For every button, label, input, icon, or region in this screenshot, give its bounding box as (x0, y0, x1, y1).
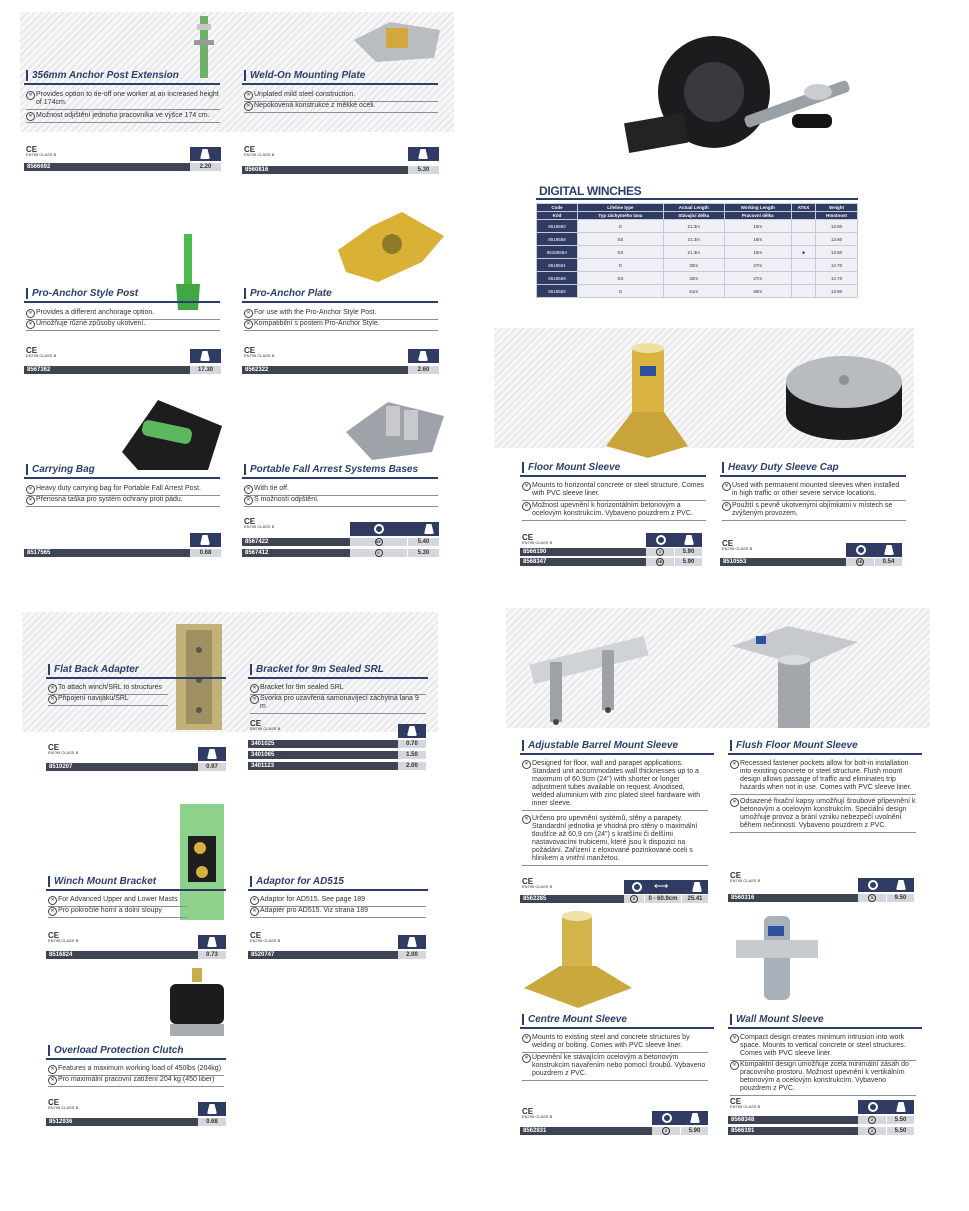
ring-icon (632, 882, 642, 892)
flag-cz-icon: ✕ (244, 102, 253, 111)
bullet-cz: ✕ Možnost odjištění jednoho pracovníka ve výšce 174 cm. (26, 112, 220, 123)
weight-icon (692, 882, 702, 892)
ce-mark: CE EN795 CLASS B (250, 719, 281, 731)
flag-cz-icon: ✕ (730, 1061, 739, 1070)
card-flush-floor-mount-sleeve (728, 612, 928, 908)
title-rule (728, 1027, 922, 1029)
spec-row: 8520747 2.00 (248, 951, 426, 959)
bullet-en: ✕ Compact design creates minimum intrusion into work space. Mounts to vertical concrete or steel structures. Comes with PVC sleeve liner. (730, 1034, 916, 1061)
bullet-cz: ✕ Odsazené fixační kapsy umožňují šroubové připevnění k betonovým a ocelovým konstrukcím. Speciální design umožňuje provoz a brání vzniku nebezpečí uvolnění během nečinnosti. Vybaveno pouzdrem z PVC. (730, 798, 916, 833)
card-title: Wall Mount Sleeve (730, 1014, 824, 1025)
ring-icon (868, 1102, 878, 1112)
title-rule (248, 889, 428, 891)
card-title: Adaptor for AD515 (250, 876, 344, 887)
ce-mark: CE EN795 CLASS B (522, 1107, 553, 1119)
digital-winch-image (622, 22, 862, 168)
bullet-en: ✕ For Advanced Upper and Lower Masts (48, 896, 188, 907)
spec-header (190, 349, 221, 363)
ring-size-badge: 2 (656, 548, 664, 556)
weld-on-plate-image (350, 14, 442, 64)
flag-en-icon: ✕ (26, 309, 35, 318)
weight-icon (896, 1102, 906, 1112)
card-pro-anchor-style-post (24, 232, 224, 382)
ce-mark: CE EN795 CLASS B (522, 877, 553, 889)
card-winch-mount-bracket (46, 800, 232, 964)
bullet-en: ✕ Features a maximum working load of 450lbs (204kg) (48, 1065, 224, 1076)
ce-mark: CE EN795 CLASS B (722, 539, 753, 551)
spec-row: 8510553 6E 0.54 (720, 558, 902, 566)
card-adjustable-barrel-mount-sleeve (520, 612, 720, 908)
flag-cz-icon: ✕ (26, 112, 35, 121)
sleeve-cap-image (782, 342, 906, 452)
weight-icon (207, 1104, 217, 1114)
title-rule (46, 889, 226, 891)
bullet-en: ✕ Unplated mild steel construction. (244, 91, 438, 102)
table-row: 8518559 SS 30m 27m 14.70 (537, 272, 858, 285)
winches-title-rule (536, 198, 858, 200)
flag-en-icon: ✕ (48, 1065, 57, 1074)
spec-header (190, 147, 221, 161)
spec-header (652, 1111, 708, 1125)
table-row: 8518561 G 30m 27m 14.70 (537, 259, 858, 272)
spec-header (408, 147, 439, 161)
bullet-cz: ✕ Svorka pro uzavřená samonavíjecí záchytná lana 9 m (250, 695, 426, 714)
weight-icon (200, 351, 210, 361)
centre-mount-sleeve-image (520, 910, 634, 1010)
winches-header-row (537, 204, 858, 212)
card-carrying-bag (24, 396, 230, 562)
col-weight: Weight (816, 204, 858, 212)
weight-icon (418, 149, 428, 159)
ring-icon (374, 524, 384, 534)
spec-header (398, 935, 426, 949)
col-working: Working Length (724, 204, 791, 212)
ring-size-badge: 6E (657, 559, 663, 564)
ce-mark: CE EN795 CLASS B (730, 1097, 761, 1109)
bullet-en: ✕ Mounts to horizontal concrete or steel structure. Comes with PVC sleeve liner. (522, 482, 706, 501)
ce-mark: CE EN795 CLASS B (250, 931, 281, 943)
spec-row: 8566191 2 5.50 (728, 1127, 914, 1135)
ce-mark: CE EN795 CLASS B (48, 1098, 79, 1110)
flag-en-icon: ✕ (522, 760, 531, 769)
weight-icon (200, 535, 210, 545)
ring-size-badge: 2 (868, 1127, 876, 1135)
bullet-cz: ✕ Připojení navijáku/SRL (48, 695, 168, 706)
ring-size-badge: 6E (857, 559, 863, 564)
bullet-en: ✕ To attach winch/SRL to structures (48, 684, 168, 695)
card-centre-mount-sleeve (520, 910, 720, 1142)
flag-en-icon: ✕ (26, 485, 35, 494)
flag-cz-icon: ✕ (48, 907, 57, 916)
title-rule (46, 1058, 226, 1060)
flag-en-icon: ✕ (522, 1034, 531, 1043)
bullet-cz: ✕ Umožňuje různé způsoby ukotvení. (26, 320, 220, 331)
winches-table (536, 203, 858, 298)
range-arrow-icon: ⟷ (654, 881, 669, 892)
flush-floor-sleeve-image (728, 620, 862, 738)
ring-size-badge: X (630, 895, 638, 903)
spec-row: 8562285 X 0 - 60.9cm 25.41 (520, 895, 708, 903)
spec-header (198, 1102, 226, 1116)
title-rule (24, 301, 220, 303)
ring-size-badge: 6 (375, 549, 383, 557)
ring-icon (656, 535, 666, 545)
flag-en-icon: ✕ (244, 485, 253, 494)
title-rule (46, 677, 226, 679)
card-title: Flush Floor Mount Sleeve (730, 740, 858, 751)
card-title: Pro-Anchor Plate (244, 288, 332, 299)
spec-header (350, 522, 439, 536)
spec-row: 8566190 2 5.90 (520, 548, 702, 556)
ce-mark: CE EN795 CLASS B (26, 145, 57, 157)
title-rule (24, 477, 220, 479)
bullet-en: ✕ Mounts to existing steel and concrete structures by welding or bolting. Comes with PVC sleeve liner. (522, 1034, 708, 1053)
card-overload-protection-clutch (46, 966, 232, 1132)
bullet-cz: ✕ Použití s pevně ukotvenými objímkami v místech se zvýšeným provozem. (722, 502, 906, 521)
col-actual: Actual Length (663, 204, 724, 212)
pro-anchor-post-image (168, 232, 208, 310)
winches-subheader-row: Kód Typ záchytného lana Stávající délka Pracovní délka Hmotnost (537, 212, 858, 220)
title-rule (720, 475, 906, 477)
bullet-en: ✕ Provides a different anchorage option. (26, 309, 220, 320)
card-title: Pro-Anchor Style Post (26, 288, 138, 299)
card-heavy-duty-sleeve-cap (720, 340, 910, 570)
card-title: Winch Mount Bracket (48, 876, 156, 887)
flag-en-icon: ✕ (48, 684, 57, 693)
col-code: Code (537, 204, 578, 212)
ce-mark: CE EN795 CLASS B (730, 871, 761, 883)
weight-icon (684, 535, 694, 545)
card-pro-anchor-plate (242, 206, 454, 382)
weight-icon (407, 937, 417, 947)
flag-cz-icon: ✕ (48, 695, 57, 704)
ring-icon (856, 545, 866, 555)
ring-size-badge: 5 (868, 894, 876, 902)
table-row: 8518558A SS 21.3m 18m ■ 13.80 (537, 246, 858, 259)
flag-cz-icon: ✕ (26, 320, 35, 329)
bullet-cz: ✕ S možností odjištění. (244, 496, 438, 507)
flag-en-icon: ✕ (250, 684, 259, 693)
flag-cz-icon: ✕ (250, 907, 259, 916)
fall-arrest-base-image (342, 392, 448, 462)
wall-mount-sleeve-image (728, 910, 826, 1010)
spec-row: 8568348 2 5.50 (728, 1116, 914, 1124)
ring-icon (662, 1113, 672, 1123)
spec-header (198, 747, 226, 761)
spec-header (190, 533, 221, 547)
col-atex: ATEX (791, 204, 815, 212)
bullet-en: ✕ For use with the Pro-Anchor Style Post. (244, 309, 438, 320)
card-adaptor-ad515 (248, 800, 434, 964)
spec-header (646, 533, 702, 547)
bullet-cz: ✕ Určeno pro upevnění systémů, stěny a parapety. Standardní jednotka je vhodná pro stěny o maximální tloušťce až 60,9 cm (24") s kratšími či delšími nastavovacími trubicemi, které jsou k dispozici na požádání. Zařízení z eloxované pozinkované oceli s hliníkem a vnitřní manžetou. (522, 815, 708, 866)
bullet-cz: ✕ Pro pokročilé horní a dolní sloupy (48, 907, 188, 918)
bullet-cz: ✕ Upevnění ke stávajícím ocelovým a betonovým konstrukcím navařením nebo pomocí šroubů. Vybaveno pouzdrem z PVC. (522, 1054, 708, 1081)
floor-mount-sleeve-image (602, 342, 692, 460)
weight-icon (200, 149, 210, 159)
spec-row: 3401065 1.50 (248, 751, 426, 759)
flag-cz-icon: ✕ (244, 320, 253, 329)
spec-row: 8568347 6E 5.90 (520, 558, 702, 566)
card-anchor-post-extension (24, 14, 224, 174)
spec-row: 8567422 6E 5.40 (242, 538, 439, 546)
flag-cz-icon: ✕ (730, 798, 739, 807)
flag-en-icon: ✕ (244, 91, 253, 100)
title-rule (242, 477, 438, 479)
title-rule (728, 753, 922, 755)
flag-cz-icon: ✕ (522, 1054, 531, 1063)
card-bracket-9m-srl (248, 620, 434, 772)
flag-en-icon: ✕ (250, 896, 259, 905)
flag-en-icon: ✕ (244, 309, 253, 318)
bullet-cz: ✕ Pro maximální pracovní zatížení 204 kg (450 liber) (48, 1076, 224, 1087)
spec-row: 8566692 2.20 (24, 163, 221, 171)
flag-cz-icon: ✕ (722, 502, 731, 511)
ce-mark: CE EN795 CLASS B (48, 931, 79, 943)
spec-row: 8562831 2 5.90 (520, 1127, 708, 1135)
ce-mark: CE EN795 CLASS B (244, 346, 275, 358)
anchor-post-extension-image (184, 14, 224, 80)
card-title: Carrying Bag (26, 464, 95, 475)
overload-clutch-image (164, 966, 230, 1042)
table-row: 8518560 G 21.3m 18m 13.80 (537, 220, 858, 233)
barrel-mount-sleeve-image (520, 614, 654, 732)
weight-icon (207, 937, 217, 947)
ring-icon (868, 880, 878, 890)
card-weld-on-mounting-plate (242, 14, 442, 174)
flag-en-icon: ✕ (26, 91, 35, 100)
bullet-en: ✕ Designed for floor, wall and parapet applications. Standard unit accommodates wall thicknesses up to a maximum of 60.9cm (24") with shorter or longer adjustment tubes available on request. Anodised, welded aluminium with zinc plated steel hardware with inner sleeve. (522, 760, 708, 811)
card-title: Portable Fall Arrest Systems Bases (244, 464, 418, 475)
card-title: Centre Mount Sleeve (522, 1014, 627, 1025)
card-title: Heavy Duty Sleeve Cap (722, 462, 839, 473)
flag-cz-icon: ✕ (522, 815, 531, 824)
title-rule (520, 475, 706, 477)
flag-cz-icon: ✕ (244, 496, 253, 505)
col-lifeline: Lifeline type (578, 204, 664, 212)
flag-en-icon: ✕ (522, 482, 531, 491)
bullet-en: ✕ Recessed fastener pockets allow for bolt-in installation into existing concrete or steel structure. Flush mount design allows passage of traffic and eliminates trip hazards when not in use. Comes with PVC sleeve liner. (730, 760, 916, 795)
card-title: Overload Protection Clutch (48, 1045, 183, 1056)
bullet-cz: ✕ Kompatibilní s postem Pro-Anchor Style. (244, 320, 438, 331)
spec-row: 8512936 0.68 (46, 1118, 226, 1126)
spec-row: 8516824 0.73 (46, 951, 226, 959)
flag-cz-icon: ✕ (26, 496, 35, 505)
weight-icon (884, 545, 894, 555)
ring-size-badge: 2 (662, 1127, 670, 1135)
flag-en-icon: ✕ (730, 760, 739, 769)
card-title: Adjustable Barrel Mount Sleeve (522, 740, 678, 751)
weight-icon (407, 726, 417, 736)
card-title: Floor Mount Sleeve (522, 462, 620, 473)
flag-cz-icon: ✕ (522, 502, 531, 511)
title-rule (520, 753, 714, 755)
card-floor-mount-sleeve (520, 340, 710, 570)
spec-row: 8510207 0.97 (46, 763, 226, 771)
bullet-cz: ✕ Možnost upevnění k horizontálním betonovým a ocelovým konstrukcím. Vybaveno pouzdrem z PVC. (522, 502, 706, 521)
flag-en-icon: ✕ (48, 896, 57, 905)
ce-mark: CE EN795 CLASS B (244, 517, 275, 529)
spec-row: 8517565 0.68 (24, 549, 221, 557)
spec-row: 8567362 17.30 (24, 366, 221, 374)
title-rule (242, 301, 438, 303)
ce-mark: CE EN795 CLASS B (522, 533, 553, 545)
spec-row: 8560316 5 9.50 (728, 894, 914, 902)
title-rule (520, 1027, 714, 1029)
ce-mark: CE EN795 CLASS B (48, 743, 79, 755)
spec-row: 8562322 2.60 (242, 366, 439, 374)
spec-row: 3401025 0.70 (248, 740, 426, 748)
title-rule (24, 83, 220, 85)
card-portable-fall-arrest-bases (242, 392, 454, 564)
spec-header (858, 878, 914, 892)
flag-cz-icon: ✕ (250, 695, 259, 704)
title-rule (242, 83, 438, 85)
ring-size-badge: 6E (376, 539, 381, 544)
table-row: 8518582 G 61m 58m 13.80 (537, 285, 858, 298)
bullet-cz: ✕ Adaptér pro AD515. Viz strana 189 (250, 907, 426, 918)
bullet-en: ✕ Used with permanent mounted sleeves when installed in high traffic or other severe service locations. (722, 482, 906, 501)
bullet-en: ✕ With tie off. (244, 485, 438, 496)
card-title: Weld-On Mounting Plate (244, 70, 365, 81)
bullet-en: ✕ Bracket for 9m sealed SRL (250, 684, 426, 695)
spec-row: 8560816 5.30 (242, 166, 439, 174)
ring-size-badge: 2 (868, 1116, 876, 1124)
table-row: 8518558 SS 21.3m 18m 13.80 (537, 233, 858, 246)
bullet-cz: ✕ Přenosná taška pro systém ochrany proti pádu. (26, 496, 220, 507)
ce-mark: CE EN795 CLASS B (244, 145, 275, 157)
weight-icon (207, 749, 217, 759)
spec-header (846, 543, 902, 557)
carrying-bag-image (118, 396, 226, 472)
spec-header (624, 880, 708, 894)
ce-mark: CE EN795 CLASS B (26, 346, 57, 358)
weight-icon (896, 880, 906, 890)
spec-row: 3401123 2.00 (248, 762, 426, 770)
spec-header (858, 1100, 914, 1114)
bullet-cz: ✕ Kompaktní design umožňuje zcela minimální zásah do pracovního prostoru. Možnost upevnění k vertikálním betonovým a ocelovým konstrukcím. Vybaveno pouzdrem z PVC. (730, 1061, 916, 1096)
spec-header (398, 724, 426, 738)
weight-icon (690, 1113, 700, 1123)
flag-en-icon: ✕ (730, 1034, 739, 1043)
bullet-en: ✕ Heavy duty carrying bag for Portable Fall Arrest Post. (26, 485, 220, 496)
weight-icon (424, 524, 434, 534)
card-title: Flat Back Adapter (48, 664, 139, 675)
flag-en-icon: ✕ (722, 482, 731, 491)
card-flat-back-adapter (46, 620, 232, 772)
winches-title: DIGITAL WINCHES (539, 184, 642, 198)
weight-icon (418, 351, 428, 361)
bullet-en: ✕ Provides option to tie-off one worker at an increased height of 174cm. (26, 91, 220, 110)
flag-cz-icon: ✕ (48, 1076, 57, 1085)
card-wall-mount-sleeve (728, 910, 928, 1142)
title-rule (248, 677, 428, 679)
bullet-en: ✕ Adaptor for AD515. See page 189 (250, 896, 426, 907)
bullet-cz: ✕ Nepokovená konstrukce z měkké oceli. (244, 102, 438, 113)
spec-header (198, 935, 226, 949)
pro-anchor-plate-image (332, 206, 450, 286)
card-title: Bracket for 9m Sealed SRL (250, 664, 384, 675)
card-title: 356mm Anchor Post Extension (26, 70, 179, 81)
spec-header (408, 349, 439, 363)
spec-row: 8567412 6 5.30 (242, 549, 439, 557)
